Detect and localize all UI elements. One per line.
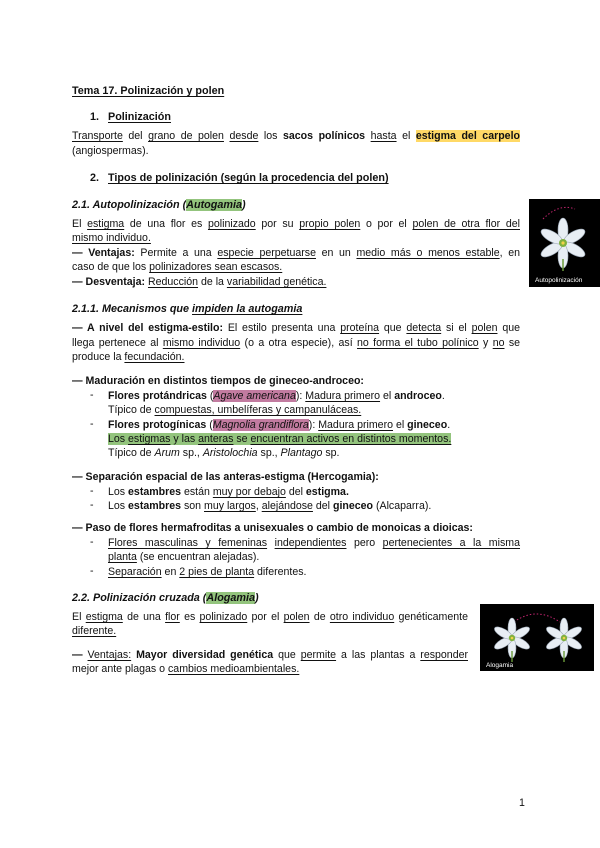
flower-illustration: [529, 199, 600, 287]
text-span: polen de otra flor del: [412, 218, 520, 230]
text-span: anteras: [198, 433, 234, 445]
text-span: detecta: [406, 322, 442, 334]
s21-ventajas-line-2: [72, 260, 520, 274]
text-span: (: [206, 419, 213, 431]
text-span: El: [72, 611, 86, 623]
text-span: sp.,: [179, 447, 203, 459]
text-span: por el: [247, 611, 284, 623]
text-span: de una: [122, 611, 166, 623]
text-span: , en: [499, 247, 521, 259]
text-span: y las: [170, 433, 199, 445]
text-span: estigma.: [305, 486, 349, 498]
text-span: Arum: [154, 447, 180, 459]
text-span: androceo: [394, 390, 442, 402]
text-span: mismo individuo: [162, 337, 241, 349]
text-span: planta: [108, 551, 137, 563]
text-span: del: [285, 486, 306, 498]
hercogamia-item-1: [108, 485, 520, 499]
text-span: otro individuo: [329, 611, 395, 623]
text-span: diferentes.: [254, 566, 307, 578]
text-span: 2.1. Autopolinización (: [72, 199, 187, 211]
text-span: permite: [300, 649, 337, 661]
section-1-heading: Polinización: [108, 111, 171, 123]
text-span: produce la: [72, 351, 125, 363]
text-span: que: [379, 322, 407, 334]
text-span: [108, 433, 451, 445]
text-span: Típico de: [108, 404, 155, 416]
text-span: encuentran activos en distintos momentos.: [250, 433, 452, 445]
text-span: medio más o menos estable: [356, 247, 500, 259]
text-span: variabilidad genética.: [226, 276, 327, 288]
text-span: polen: [283, 611, 310, 623]
bullet-dash: -: [90, 485, 94, 497]
bullet-dash: -: [90, 536, 94, 548]
bullet-dash: -: [90, 389, 94, 401]
protandricas-line: [108, 389, 520, 403]
paso-flores-heading: — Paso de flores hermafroditas a unisexuales o cambio de monoicas a dioicas:: [72, 522, 473, 534]
text-span: los: [258, 130, 283, 142]
text-span: Transporte: [72, 130, 123, 142]
text-span: (: [206, 390, 214, 402]
text-span: en un: [316, 247, 357, 259]
text-span: muy largos: [204, 500, 256, 512]
text-span: (Alcaparra).: [373, 500, 432, 512]
s1-line-1: [72, 129, 520, 143]
section-2-number: 2.: [90, 172, 100, 184]
text-span: proteína: [340, 322, 380, 334]
page-number: 1: [519, 797, 525, 809]
text-span: [267, 537, 275, 549]
two-flowers-illustration: [480, 604, 594, 671]
text-span: llega pertenece al: [72, 337, 163, 349]
text-span: estigmas: [128, 433, 171, 445]
text-span: que: [497, 322, 520, 334]
paso-flores-item-1: [108, 536, 520, 550]
text-span: en: [161, 566, 180, 578]
s211-estigma-line-3: [72, 350, 520, 364]
paso-flores-item-1b: [108, 550, 520, 564]
s22-p-line-2: diferente.: [72, 625, 117, 637]
protoginicas-tipico: [108, 446, 520, 460]
section-2-heading: Tipos de polinización (según la procedencia del polen): [108, 172, 389, 184]
text-span: 2.1.1. Mecanismos que: [72, 303, 193, 315]
text-span: Agave americana: [213, 390, 296, 402]
s22-ventajas-line-2: [72, 662, 520, 676]
text-span: 2 pies de planta: [179, 566, 255, 578]
text-span: el: [380, 390, 395, 402]
protoginicas-estigmas: [108, 432, 520, 446]
text-span: El estilo presenta una: [222, 322, 341, 334]
text-span: sacos polínicos: [283, 130, 366, 142]
text-span: Los: [108, 433, 129, 445]
bullet-dash: -: [90, 418, 94, 430]
text-span: están: [181, 486, 213, 498]
text-span: —: [72, 649, 88, 661]
text-span: Autogamia: [186, 199, 242, 211]
s1-line-2: (angiospermas).: [72, 145, 149, 157]
text-span: son: [181, 500, 204, 512]
text-span: gineceo: [332, 500, 374, 512]
hercogamia-heading: — Separación espacial de las anteras-estigma (Hercogamia):: [72, 471, 379, 483]
text-span: ):: [308, 419, 319, 431]
text-span: sp.,: [257, 447, 281, 459]
text-span: del: [122, 130, 149, 142]
protandricas-tipico: [108, 403, 520, 417]
text-span: ): [255, 592, 259, 604]
text-span: Magnolia grandiflora: [212, 419, 309, 431]
text-span: pero: [346, 537, 383, 549]
text-span: o por el: [360, 218, 413, 230]
text-span: Flores masculinas y femeninas: [108, 537, 268, 549]
text-span: caso de que los: [72, 261, 150, 273]
text-span: de la: [198, 276, 227, 288]
text-span: ,: [255, 500, 262, 512]
text-span: cambios medioambientales.: [168, 663, 300, 675]
s22-p-line-1: [72, 610, 468, 624]
text-span: independientes: [274, 537, 347, 549]
text-span: no: [492, 337, 505, 349]
text-span: se: [504, 337, 521, 349]
s211-estigma-line-2: [72, 336, 520, 350]
hercogamia-item-2: [108, 499, 520, 513]
text-span: El: [72, 218, 88, 230]
paso-flores-item-2: [108, 565, 520, 579]
text-span: Permite a una: [134, 247, 218, 259]
text-span: polinizado: [199, 611, 248, 623]
text-span: polinizadores sean escasos.: [149, 261, 283, 273]
text-span: pertenecientes a la misma: [382, 537, 520, 549]
text-span: estigma: [87, 218, 125, 230]
text-span: .: [441, 390, 445, 402]
section-2-2-heading: [72, 591, 520, 605]
text-span: muy por debajo: [212, 486, 286, 498]
text-span: alejándose: [261, 500, 313, 512]
text-span: estambres: [128, 500, 182, 512]
text-span: sp.: [322, 447, 340, 459]
text-span: Mayor diversidad genética: [131, 649, 274, 661]
s21-ventajas-line-1: [72, 246, 520, 260]
page-title: Tema 17. Polinización y polen: [72, 85, 225, 97]
text-span: .: [447, 419, 451, 431]
maduracion-heading: — Maduración en distintos tiempos de gineceo-androceo:: [72, 375, 364, 387]
text-span: Plantago: [280, 447, 323, 459]
text-span: del: [312, 500, 333, 512]
text-span: a las plantas a: [336, 649, 421, 661]
text-span: polinizado: [207, 218, 256, 230]
image-caption: Alogamia: [486, 662, 514, 669]
text-span: estigma: [85, 611, 123, 623]
text-span: Madura primero: [318, 419, 393, 431]
text-span: Flores protogínicas: [108, 419, 207, 431]
text-span: Alogamia: [206, 592, 256, 604]
text-span: — A nivel del estigma-estilo:: [72, 322, 223, 334]
text-span: hasta: [370, 130, 397, 142]
section-1-number: 1.: [90, 111, 100, 123]
text-span: Madura primero: [305, 390, 381, 402]
text-span: (o a otra especie), así: [240, 337, 357, 349]
text-span: si el: [441, 322, 472, 334]
text-span: no forma el tubo polínico: [357, 337, 479, 349]
text-span: que: [273, 649, 301, 661]
text-span: Flores protándricas: [108, 390, 207, 402]
bullet-dash: -: [90, 499, 94, 511]
text-span: mejor ante plagas o: [72, 663, 168, 675]
text-span: Aristolochia: [202, 447, 258, 459]
text-span: el: [393, 419, 408, 431]
protoginicas-line: [108, 418, 520, 432]
text-span: especie perpetuarse: [217, 247, 316, 259]
text-span: compuestas, umbelíferas y campanuláceas.: [154, 404, 362, 416]
text-span: Típico de: [108, 447, 155, 459]
section-2-1-1-heading: [72, 302, 520, 316]
image-caption: Autopolinización: [535, 277, 583, 284]
s211-estigma-line-1: [72, 321, 520, 335]
s21-desventaja: [72, 275, 520, 289]
text-span: el: [396, 130, 416, 142]
text-span: estambres: [128, 486, 182, 498]
text-span: genéticamente: [394, 611, 468, 623]
text-span: y: [478, 337, 493, 349]
text-span: ): [241, 199, 246, 211]
text-span: fecundación.: [124, 351, 185, 363]
text-span: por su: [255, 218, 300, 230]
text-span: — Ventajas:: [72, 247, 135, 259]
text-span: polen: [471, 322, 498, 334]
text-span: de: [309, 611, 330, 623]
text-span: impiden la autogamia: [192, 303, 303, 315]
autopolinizacion-image: [529, 199, 600, 287]
text-span: — Desventaja:: [72, 276, 146, 288]
text-span: estigma del carpelo: [415, 130, 520, 142]
alogamia-image: [480, 604, 594, 671]
s21-p-line-1: [72, 217, 520, 231]
text-span: ):: [295, 390, 306, 402]
s22-ventajas-line-1: [72, 648, 468, 662]
text-span: es: [179, 611, 200, 623]
text-span: se: [233, 433, 251, 445]
s21-p-line-2: mismo individuo.: [72, 232, 151, 244]
text-span: Separación: [108, 566, 162, 578]
text-span: flor: [165, 611, 180, 623]
text-span: Reducción: [147, 276, 199, 288]
text-span: Ventajas:: [87, 649, 132, 661]
text-span: (se encuentran alejadas).: [136, 551, 260, 563]
text-span: Los: [108, 500, 129, 512]
text-span: responder: [420, 649, 468, 661]
text-span: grano de polen: [148, 130, 224, 142]
text-span: 2.2. Polinización cruzada (: [72, 592, 207, 604]
text-span: gineceo: [407, 419, 448, 431]
text-span: Los: [108, 486, 129, 498]
text-span: propio polen: [299, 218, 361, 230]
text-span: de una flor es: [124, 218, 208, 230]
text-span: desde: [229, 130, 259, 142]
bullet-dash: -: [90, 565, 94, 577]
section-2-1-heading: [72, 198, 520, 212]
